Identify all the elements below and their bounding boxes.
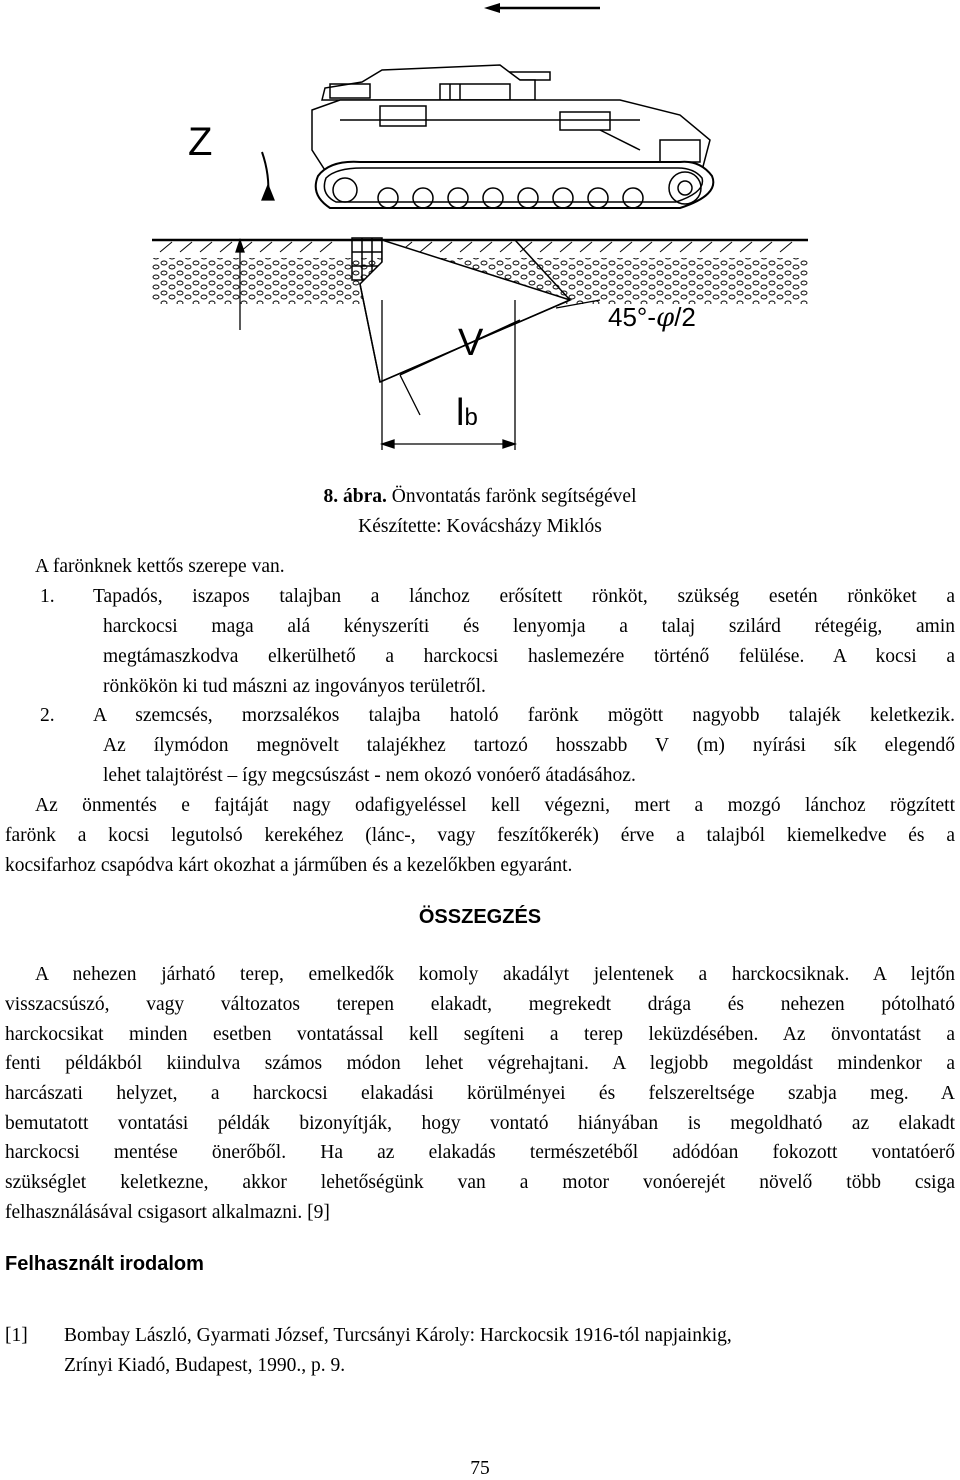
- list-item-1-line-1: Tapadós, iszapos talajban a lánchoz erősített rönköt, szükség esetén rönköket a: [93, 586, 955, 607]
- label-lb-sub: b: [464, 404, 478, 431]
- list-item-2-line-2: Az ílymódon megnövelt talajékhez tartozó hosszabb V (m) nyírási sík elegendő: [103, 735, 955, 756]
- reference-1-line-1: Bombay László, Gyarmati József, Turcsányi Károly: Harckocsik 1916-tól napjainkig,: [64, 1325, 732, 1346]
- summary-heading: ÖSSZEGZÉS: [418, 906, 542, 928]
- list-item-2-line-1: A szemcsés, morzsalékos talajba hatoló farönk mögött nagyobb talajék keletkezik.: [93, 705, 955, 726]
- label-angle-b: /2: [674, 302, 696, 332]
- references-heading: Felhasznált irodalom: [5, 1253, 204, 1275]
- summary-line-6: bemutatott vontatási példák bizonyítják, hogy vontató hiányában is megoldható az elakadt: [5, 1113, 955, 1134]
- list-marker-2: 2.: [40, 705, 55, 726]
- summary-line-7: harckocsi mentése önerőből. Ha az elakadás természetéből adódóan fokozott vontatóerő: [5, 1142, 955, 1163]
- label-lb-main: l: [456, 392, 465, 434]
- label-angle-a: 45°-: [608, 302, 656, 332]
- paragraph-1-line-1: Az önmentés e fajtáját nagy odafigyeléssel kell végezni, mert a mozgó lánchoz rögzített: [35, 795, 955, 816]
- label-angle-phi: φ: [655, 303, 675, 333]
- direction-arrow: [484, 3, 600, 13]
- label-angle: [608, 302, 696, 333]
- summary-line-8: szükséglet keletkezne, akkor lehetőségünk van a motor vonóerejét növelő több csiga: [5, 1172, 955, 1193]
- list-item-2-line-3: lehet talajtörést – így megcsúszást - nem okozó vonóerő átadásához.: [103, 765, 636, 786]
- summary-line-9: felhasználásával csigasort alkalmazni. [9]: [5, 1202, 330, 1223]
- reference-marker-1: [1]: [5, 1325, 28, 1346]
- summary-line-5: harcászati helyzet, a harckocsi elakadási körülményei és felszereltsége szabja meg. A: [5, 1083, 955, 1104]
- figure-title: Önvontatás farönk segítségével: [391, 486, 637, 507]
- reference-1-line-2: Zrínyi Kiadó, Budapest, 1990., p. 9.: [64, 1355, 346, 1376]
- summary-line-4: fenti példákból kiindulva számos módon lehet végrehajtani. A legjobb megoldást mindenkor a: [5, 1053, 955, 1074]
- label-lb: [456, 392, 478, 435]
- paragraph-1-line-2: farönk a kocsi legutolsó kerekéhez (lánc-, vagy feszítőkerék) érve a talajból kiemelkedve és a: [5, 825, 955, 846]
- tank-self-recovery-figure: [0, 0, 960, 475]
- list-item-1-line-3: megtámaszkodva elkerülhető a harckocsi haslemezére történő felülése. A kocsi a: [103, 646, 955, 667]
- figure-caption: [0, 486, 960, 508]
- summary-line-3: harckocsikat minden esetben vontatással kell segíteni a terep leküzdésében. Az önvontatást a: [5, 1024, 955, 1045]
- figure-author: Készítette: Kovácsházy Miklós: [358, 516, 602, 537]
- summary-line-1: A nehezen járható terep, emelkedők komoly akadályt jelentenek a harckocsiknak. A lejtőn: [35, 964, 955, 985]
- intro-text: A farönknek kettős szerepe van.: [35, 556, 285, 577]
- list-item-1-line-2: harckocsi maga alá kényszeríti és lenyomja a talaj szilárd rétegéig, amin: [103, 616, 955, 637]
- tank-drawing: [312, 65, 713, 280]
- list-item-1-line-4: rönkökön ki tud mászni az ingoványos területről.: [103, 676, 486, 697]
- figure-number: 8. ábra.: [323, 486, 387, 507]
- summary-line-2: visszacsúszó, vagy változatos terepen elakadt, megrekedt drága és nehezen pótolható: [5, 994, 955, 1015]
- page-number: 75: [470, 1458, 490, 1479]
- label-z: Z: [188, 120, 213, 164]
- label-v: V: [458, 322, 484, 364]
- paragraph-1-line-3: kocsifarhoz csapódva kárt okozhat a járműben és a kezelőkben egyaránt.: [5, 855, 573, 876]
- list-marker-1: 1.: [40, 586, 55, 607]
